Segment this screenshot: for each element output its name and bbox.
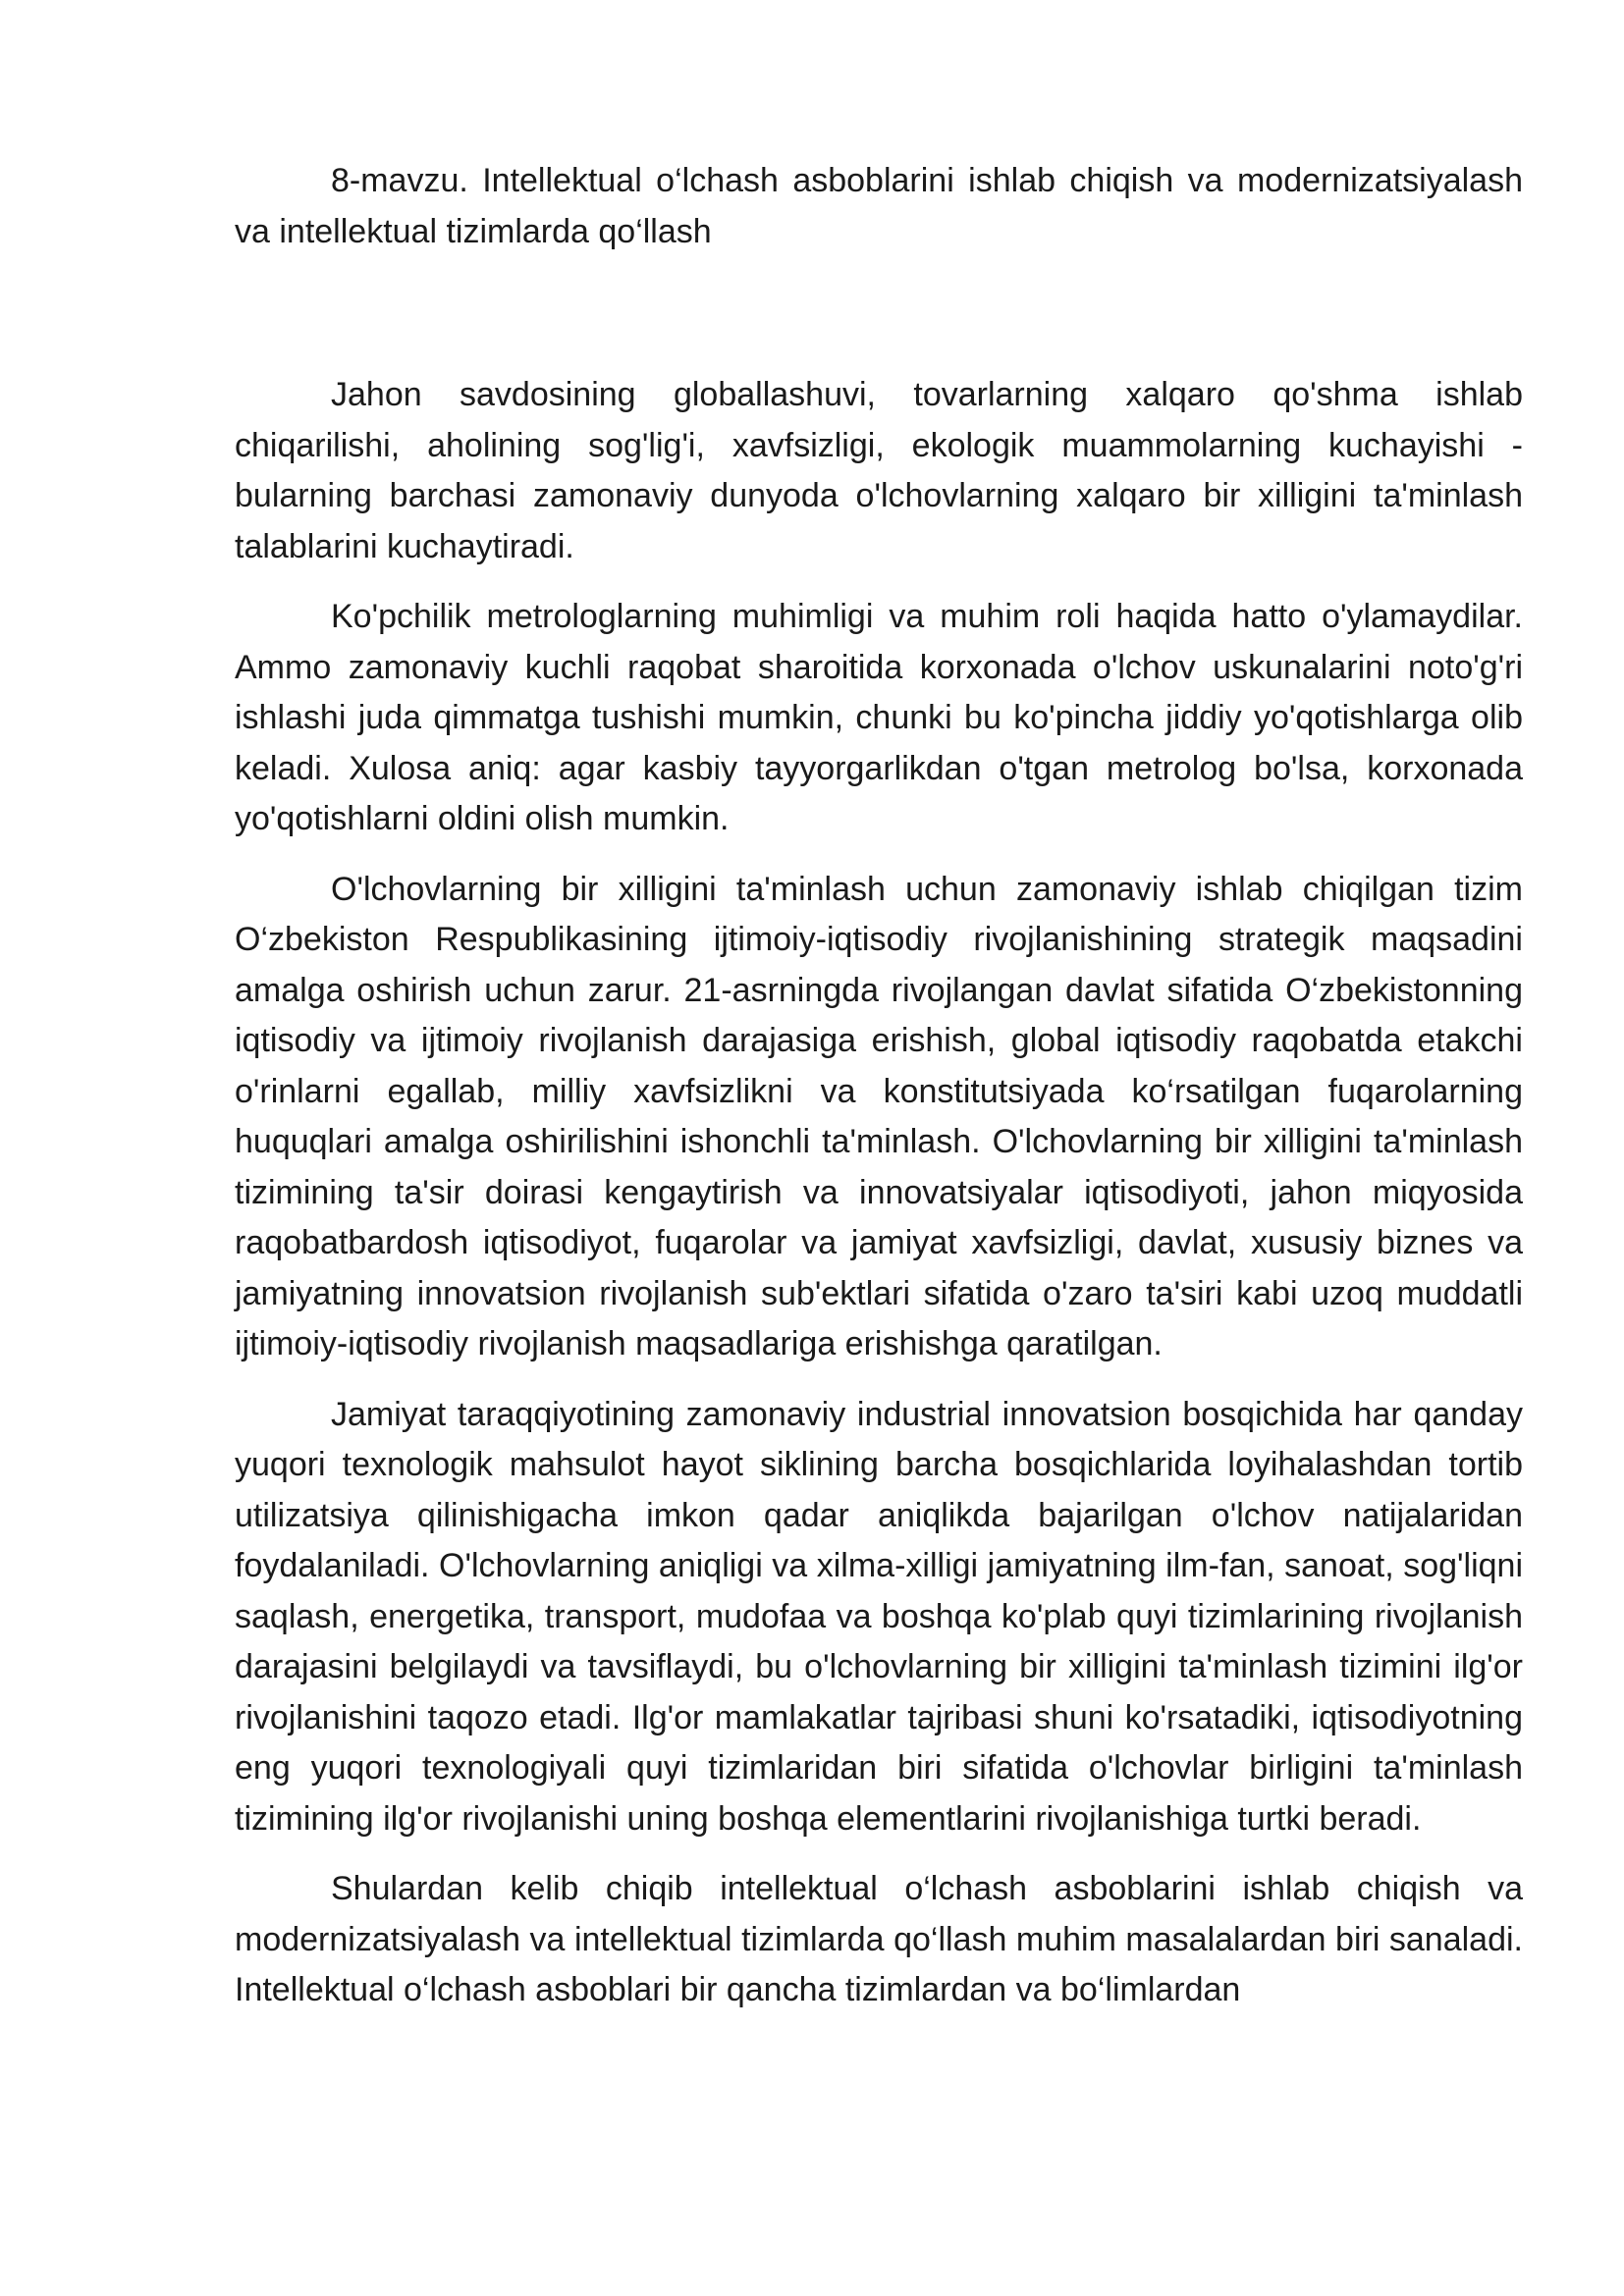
paragraph-5: Shulardan kelib chiqib intellektual o‘lchash asboblarini ishlab chiqish va modernizatsiyalash va intellektual tizimlarda qo‘llash muhim masalalardan biri sanaladi. Intellektual o‘lchash asboblari bir qancha tizimlardan va bo‘limlardan bbox=[235, 1870, 1523, 2008]
document-title: 8-mavzu. Intellektual o‘lchash asboblarini ishlab chiqish va modernizatsiyalash va intellektual tizimlarda qo‘llash bbox=[235, 162, 1523, 250]
title-spacer bbox=[235, 257, 1523, 370]
paragraph-1: Jahon savdosining globallashuvi, tovarlarning xalqaro qo'shma ishlab chiqarilishi, aholining sog'lig'i, xavfsizligi, ekologik muammolarning kuchayishi - bularning barchasi zamonaviy dunyoda o'lchovlarning xalqaro bir xilligini ta'minlash talablarini kuchaytiradi. bbox=[235, 376, 1523, 565]
paragraph-3: O'lchovlarning bir xilligini ta'minlash uchun zamonaviy ishlab chiqilgan tizim O‘zbekiston Respublikasining ijtimoiy-iqtisodiy rivojlanishining strategik maqsadini amalga oshirish uchun zarur. 21-asrningda rivojlangan davlat sifatida O‘zbekistonning iqtisodiy va ijtimoiy rivojlanish darajasiga erishish, global iqtisodiy raqobatda etakchi o'rinlarni egallab, milliy xavfsizlikni va konstitutsiyada ko‘rsatilgan fuqarolarning huquqlari amalga oshirilishini ishonchli ta'minlash. O'lchovlarning bir xilligini ta'minlash tizimining ta'sir doirasi kengaytirish va innovatsiyalar iqtisodiyoti, jahon miqyosida raqobatbardosh iqtisodiyot, fuqarolar va jamiyat xavfsizligi, davlat, xususiy biznes va jamiyatning innovatsion rivojlanish sub'ektlari sifatida o'zaro ta'siri kabi uzoq muddatli ijtimoiy-iqtisodiy rivojlanish maqsadlariga erishishga qaratilgan. bbox=[235, 870, 1523, 1362]
document-body bbox=[235, 155, 1523, 2036]
paragraph-4: Jamiyat taraqqiyotining zamonaviy industrial innovatsion bosqichida har qanday yuqori texnologik mahsulot hayot siklining barcha bosqichlarida loyihalashdan tortib utilizatsiya qilinishigacha imkon qadar aniqlikda bajarilgan o'lchov natijalaridan foydalaniladi. O'lchovlarning aniqligi va xilma-xilligi jamiyatning ilm-fan, sanoat, sog'liqni saqlash, energetika, transport, mudofaa va boshqa ko'plab quyi tizimlarining rivojlanish darajasini belgilaydi va tavsiflaydi, bu o'lchovlarning bir xilligini ta'minlash tizimini ilg'or rivojlanishini taqozo etadi. Ilg'or mamlakatlar tajribasi shuni ko'rsatadiki, iqtisodiyotning eng yuqori texnologiyali quyi tizimlaridan biri sifatida o'lchovlar birligini ta'minlash tizimining ilg'or rivojlanishi uning boshqa elementlarini rivojlanishiga turtki beradi. bbox=[235, 1395, 1523, 1838]
paragraph-2: Ko'pchilik metrologlarning muhimligi va muhim roli haqida hatto o'ylamaydilar. Ammo zamonaviy kuchli raqobat sharoitida korxonada o'lchov uskunalarini noto'g'ri ishlashi juda qimmatga tushishi mumkin, chunki bu ko'pincha jiddiy yo'qotishlarga olib keladi. Xulosa aniq: agar kasbiy tayyorgarlikdan o'tgan metrolog bo'lsa, korxonada yo'qotishlarni oldini olish mumkin. bbox=[235, 598, 1523, 837]
